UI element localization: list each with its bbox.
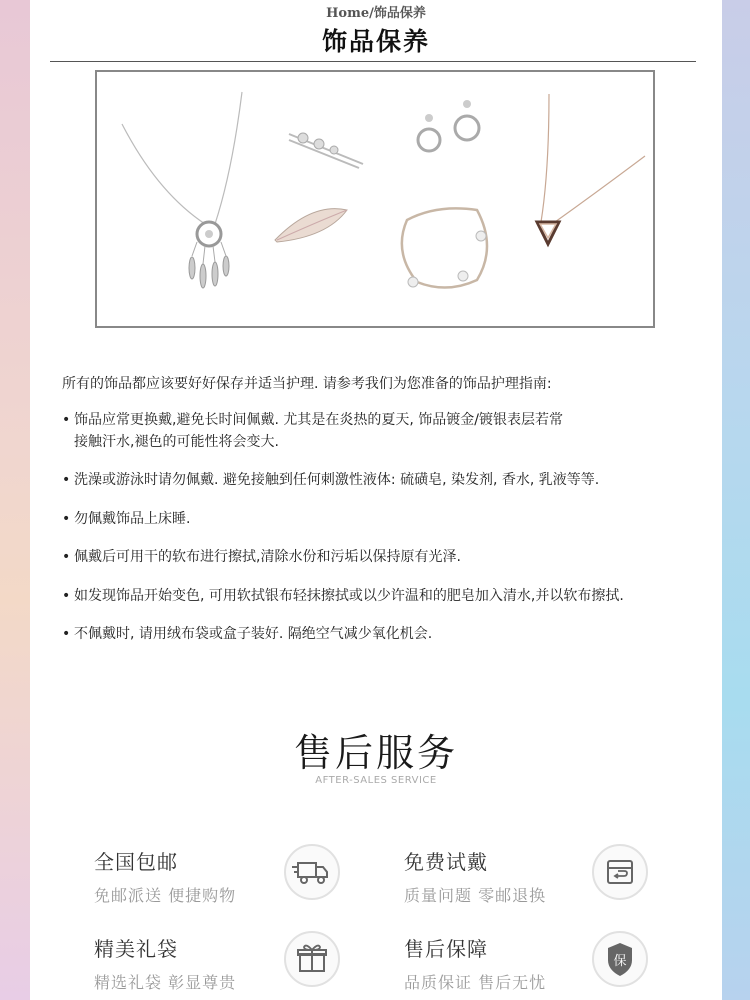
service-free-shipping-title: 全国包邮 [94,850,178,874]
bullet-dot: • [62,412,71,428]
return-box-icon [592,844,648,900]
shield-badge-icon [592,931,648,987]
care-tip-2 [62,469,722,491]
service-guarantee[interactable] [404,933,546,993]
right-gradient-edge [722,0,750,1000]
care-page [30,0,722,1000]
care-tip-1-line2: 接触汗水,褪色的可能性将会变大. [74,434,279,450]
care-tip-1 [62,409,722,453]
bullet-dot: • [62,588,71,604]
service-guarantee-desc: 品质保证 售后无忧 [404,973,547,992]
care-tip-4-text: 佩戴后可用干的软布进行擦拭,清除水份和污垢以保持原有光泽. [74,549,461,565]
care-tip-6-text: 不佩戴时, 请用绒布袋或盒子装好. 隔绝空气减少氧化机会. [74,626,433,642]
service-gift-bag-desc: 精选礼袋 彰显尊贵 [94,973,237,992]
leaf-brooch-image [275,209,347,242]
service-free-shipping-desc: 免邮派送 便捷购物 [94,886,237,905]
service-gift-bag-title: 精美礼袋 [94,937,178,961]
bullet-dot: • [62,626,71,642]
breadcrumb[interactable]: Home/饰品保养 [326,6,426,21]
care-tip-4 [62,546,722,568]
care-guide-intro-text: 所有的饰品都应该要好好保存并适当护理. 请参考我们为您准备的饰品护理指南: [62,376,552,392]
care-tip-6 [62,623,722,645]
service-subtitle: AFTER-SALES SERVICE [315,775,437,786]
triangle-necklace-image [537,94,645,244]
care-guide-intro [62,373,722,395]
left-gradient-edge [0,0,30,1000]
delivery-truck-icon [284,844,340,900]
shield-badge-text: 保 [613,954,627,969]
bullet-dot: • [62,549,71,565]
hoop-earrings-image [418,100,479,151]
care-tip-1-line1: 饰品应常更换戴,避免长时间佩戴. 尤其是在炎热的夏天, 饰品镀金/镀银表层若常 [74,412,563,428]
care-tip-2-text: 洗澡或游泳时请勿佩戴. 避免接触到任何刺激性液体: 硫磺皂, 染发剂, 香水, 乳液等等. [74,472,600,488]
service-guarantee-title: 售后保障 [404,937,488,961]
care-tip-3-text: 勿佩戴饰品上床睡. [74,511,191,527]
dreamcatcher-necklace-image [122,92,242,288]
jewelry-illustration [97,72,653,326]
service-gift-bag[interactable] [94,933,236,993]
jewelry-product-photo [95,70,655,328]
pin-brooch-image [289,133,363,168]
bullet-dot: • [62,472,71,488]
service-free-trial-desc: 质量问题 零邮退换 [404,886,547,905]
bullet-dot: • [62,511,71,527]
gift-box-icon [284,931,340,987]
care-tip-3 [62,508,722,530]
service-free-trial-title: 免费试戴 [404,850,488,874]
title-divider [50,61,696,62]
care-tip-5 [62,585,722,607]
page-title: 饰品保养 [321,27,430,56]
care-tip-5-text: 如发现饰品开始变色, 可用软拭银布轻抹擦拭或以少许温和的肥皂加入清水,并以软布擦拭. [74,588,624,604]
service-title: 售后服务 [293,731,458,775]
bracelet-image [402,208,487,287]
service-free-trial[interactable] [404,846,546,906]
service-free-shipping[interactable] [94,846,236,906]
